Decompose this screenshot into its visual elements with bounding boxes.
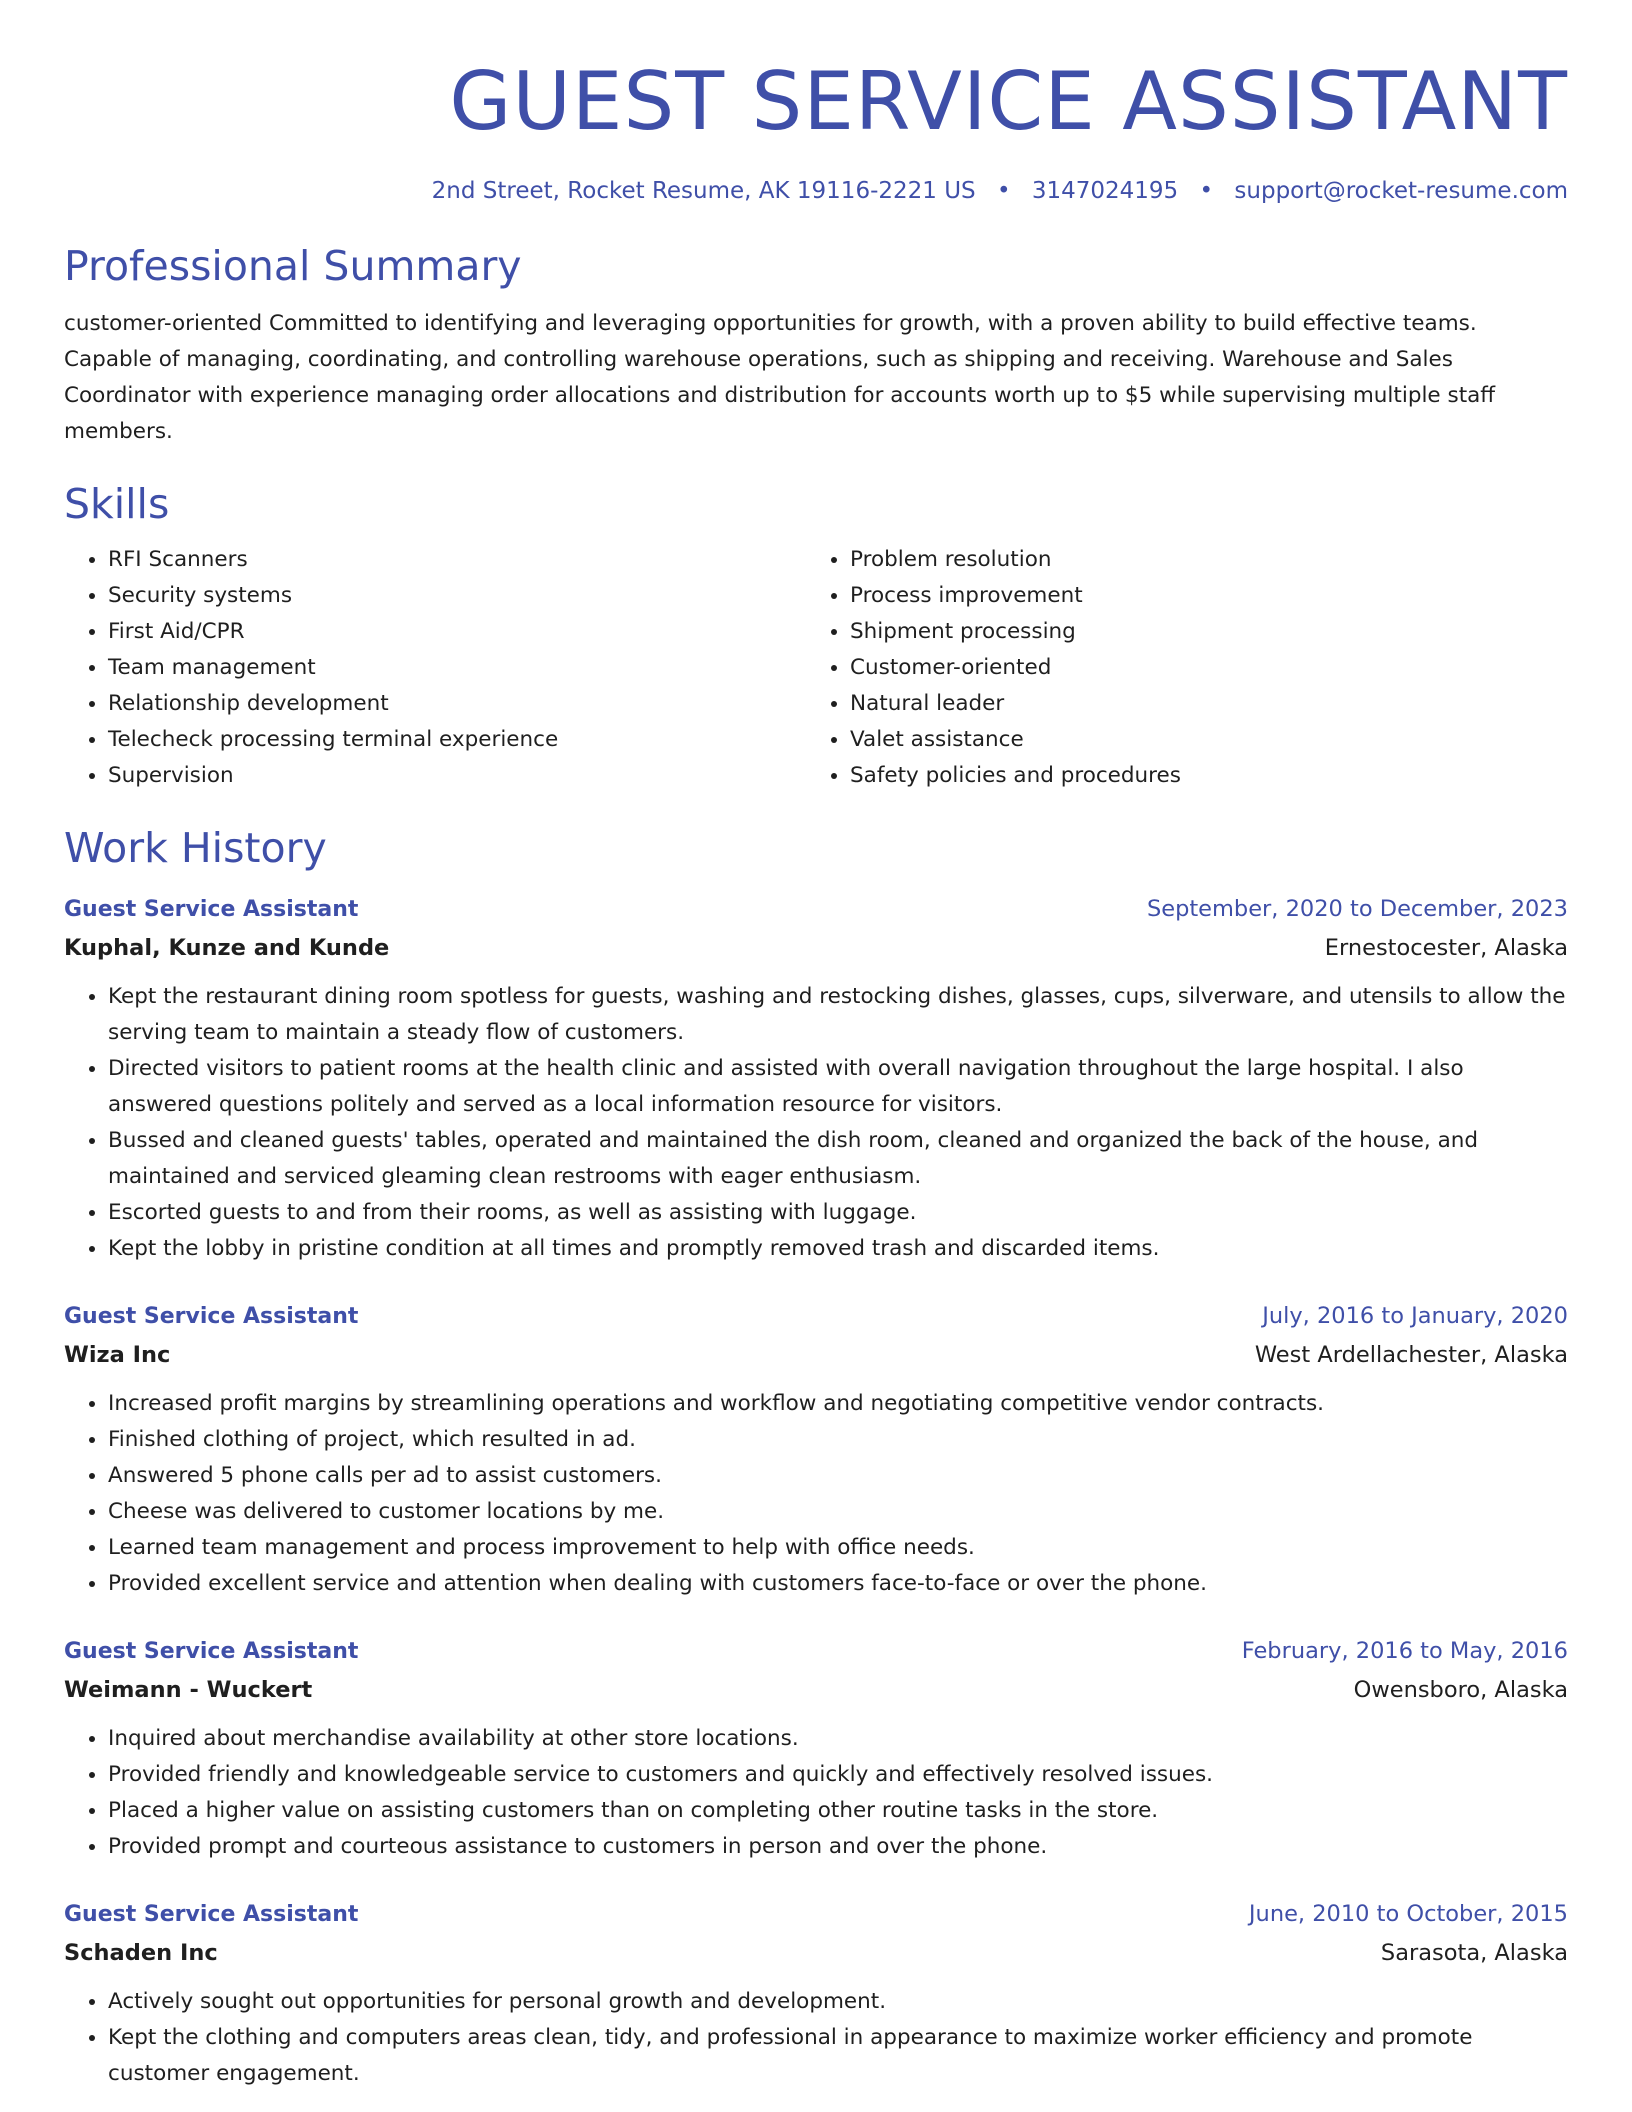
job-bullet: • Kept the clothing and computers areas clean, tidy, and professional in appearance to maximize worker efficiency and promote customer engagement. bbox=[108, 2020, 1568, 2092]
skill-item: • Shipment processing bbox=[850, 614, 1548, 650]
skill-item: • Supervision bbox=[108, 758, 806, 794]
candidate-title: GUEST SERVICE ASSISTANT bbox=[449, 55, 1568, 148]
skill-item: • Problem resolution bbox=[850, 542, 1548, 578]
skill-item: • Team management bbox=[108, 650, 806, 686]
job-title: Guest Service Assistant bbox=[64, 1639, 359, 1664]
skill-item: • First Aid/CPR bbox=[108, 614, 806, 650]
job-dates: July, 2016 to January, 2020 bbox=[1262, 1303, 1568, 1329]
job-title: Guest Service Assistant bbox=[64, 1304, 359, 1329]
job-bullet: • Inquired about merchandise availability at other store locations. bbox=[108, 1721, 1568, 1757]
contact-line bbox=[64, 176, 1568, 206]
job-location: Owensboro, Alaska bbox=[1353, 1677, 1568, 1703]
skills-heading: Skills bbox=[64, 480, 170, 528]
job-bullet: • Provided excellent service and attention when dealing with customers face-to-face or over the phone. bbox=[108, 1566, 1568, 1602]
job-company: Wiza Inc bbox=[64, 1342, 171, 1368]
job-bullets bbox=[64, 1721, 1568, 1865]
contact-address: 2nd Street, Rocket Resume, AK 19116-2221 US bbox=[431, 178, 976, 204]
job-bullet: • Provided friendly and knowledgeable service to customers and quickly and effectively resolved issues. bbox=[108, 1757, 1568, 1793]
job-bullet: • Directed visitors to patient rooms at the health clinic and assisted with overall navigation throughout the large hospital. I also answered questions politely and served as a local information resource for visitors. bbox=[108, 1051, 1568, 1123]
job-bullets bbox=[64, 1386, 1568, 1602]
job-bullet: • Answered 5 phone calls per ad to assist customers. bbox=[108, 1458, 1568, 1494]
work-history-heading: Work History bbox=[64, 824, 327, 872]
summary-text: customer-oriented Committed to identifying and leveraging opportunities for growth, with a proven ability to build effective teams. Capable of managing, coordinating, and controlling warehouse operations, such as shipping and receiving. Warehouse and Sales Coordinator with experience managing order allocations and distribution for accounts worth up to $5 while supervising multiple staff members. bbox=[64, 311, 1496, 444]
contact-separator: • bbox=[996, 178, 1011, 204]
job-bullet: • Cheese was delivered to customer locations by me. bbox=[108, 1494, 1568, 1530]
job-entry bbox=[64, 890, 1568, 1267]
job-dates: June, 2010 to October, 2015 bbox=[1248, 1901, 1568, 1927]
job-entry bbox=[64, 1297, 1568, 1602]
job-title: Guest Service Assistant bbox=[64, 897, 359, 922]
skill-item: • Telecheck processing terminal experience bbox=[108, 722, 806, 758]
job-location: Ernestocester, Alaska bbox=[1324, 935, 1568, 961]
skill-item: • Process improvement bbox=[850, 578, 1548, 614]
skill-item: • Customer-oriented bbox=[850, 650, 1548, 686]
job-title: Guest Service Assistant bbox=[64, 1902, 359, 1927]
job-bullet: • Kept the restaurant dining room spotless for guests, washing and restocking dishes, glasses, cups, silverware, and utensils to allow the serving team to maintain a steady flow of customers. bbox=[108, 979, 1568, 1051]
skill-item: • Relationship development bbox=[108, 686, 806, 722]
job-company: Kuphal, Kunze and Kunde bbox=[64, 935, 390, 961]
skills-list-left bbox=[64, 542, 806, 794]
job-bullet: • Increased profit margins by streamlining operations and workflow and negotiating competitive vendor contracts. bbox=[108, 1386, 1568, 1422]
job-bullet: • Actively sought out opportunities for personal growth and development. bbox=[108, 1984, 1568, 2020]
skills-columns bbox=[64, 542, 1568, 794]
job-bullet: • Bussed and cleaned guests' tables, operated and maintained the dish room, cleaned and organized the back of the house, and maintained and serviced gleaming clean restrooms with eager enthusiasm. bbox=[108, 1123, 1568, 1195]
skill-item: • RFI Scanners bbox=[108, 542, 806, 578]
resume-header bbox=[64, 0, 1568, 206]
job-location: West Ardellachester, Alaska bbox=[1254, 1342, 1568, 1368]
skill-item: • Valet assistance bbox=[850, 722, 1548, 758]
job-dates: February, 2016 to May, 2016 bbox=[1241, 1638, 1568, 1664]
contact-email: support@rocket-resume.com bbox=[1234, 178, 1568, 204]
contact-separator: • bbox=[1199, 178, 1214, 204]
job-entry bbox=[64, 1632, 1568, 1865]
job-dates: September, 2020 to December, 2023 bbox=[1146, 896, 1568, 922]
skills-list-right bbox=[806, 542, 1548, 794]
job-company: Schaden Inc bbox=[64, 1940, 218, 1966]
skill-item: • Security systems bbox=[108, 578, 806, 614]
job-bullet: • Finished clothing of project, which resulted in ad. bbox=[108, 1422, 1568, 1458]
job-bullet: • Provided prompt and courteous assistance to customers in person and over the phone. bbox=[108, 1829, 1568, 1865]
summary-heading: Professional Summary bbox=[64, 242, 522, 290]
job-location: Sarasota, Alaska bbox=[1380, 1940, 1568, 1966]
job-bullet: • Escorted guests to and from their rooms, as well as assisting with luggage. bbox=[108, 1195, 1568, 1231]
job-bullet: • Placed a higher value on assisting customers than on completing other routine tasks in the store. bbox=[108, 1793, 1568, 1829]
job-bullet: • Learned team management and process improvement to help with office needs. bbox=[108, 1530, 1568, 1566]
job-bullet: • Kept the lobby in pristine condition at all times and promptly removed trash and discarded items. bbox=[108, 1231, 1568, 1267]
job-company: Weimann - Wuckert bbox=[64, 1677, 313, 1703]
contact-phone: 3147024195 bbox=[1031, 178, 1179, 204]
skill-item: • Natural leader bbox=[850, 686, 1548, 722]
job-bullets bbox=[64, 979, 1568, 1267]
job-bullets bbox=[64, 1984, 1568, 2092]
skill-item: • Safety policies and procedures bbox=[850, 758, 1548, 794]
job-entry bbox=[64, 1895, 1568, 2092]
